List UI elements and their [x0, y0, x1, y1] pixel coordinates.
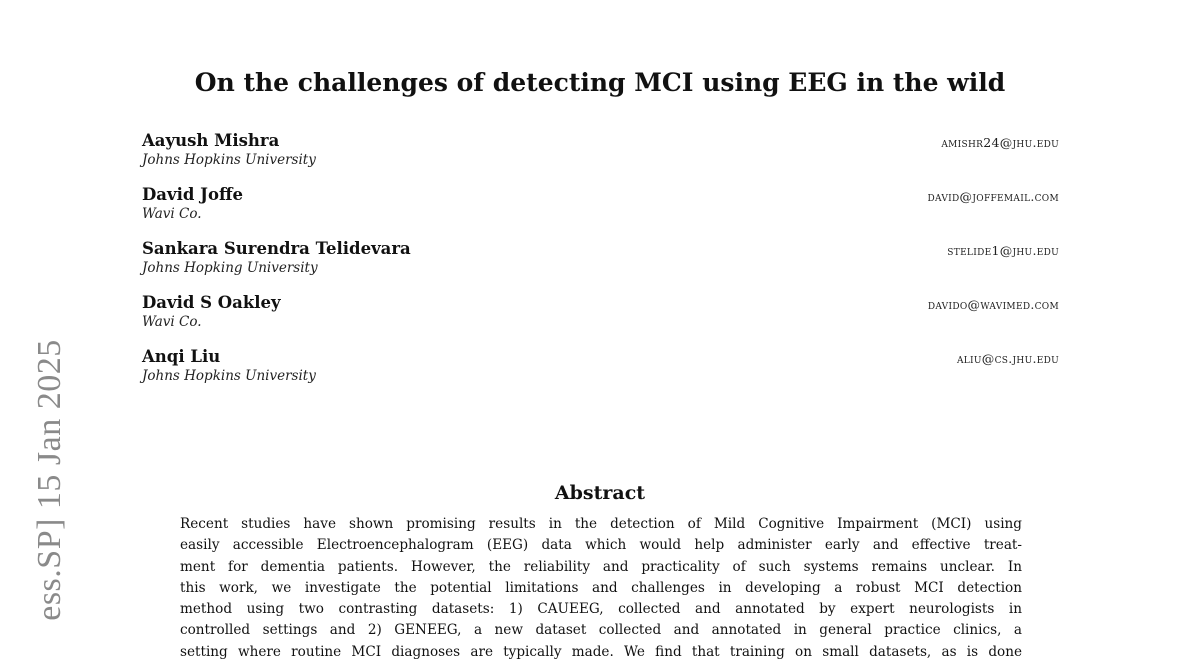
abstract-line: ment for dementia patients. However, the reliability and practicality of such systems remains unclear. In	[180, 558, 1022, 575]
arxiv-identifier-stamp: ess.SP] 15 Jan 2025	[31, 339, 68, 621]
author-entry	[142, 239, 1059, 293]
author-name: David Joffe	[142, 185, 243, 204]
author-name: Anqi Liu	[142, 347, 221, 366]
abstract-line: easily accessible Electroencephalogram (EEG) data which would help administer early and effective treat-	[180, 537, 1022, 554]
author-name: David S Oakley	[142, 293, 281, 312]
paper-title: On the challenges of detecting MCI using EEG in the wild	[194, 68, 1006, 97]
author-affiliation: Wavi Co.	[142, 314, 202, 330]
abstract-line: setting where routine MCI diagnoses are typically made. We find that training on small datasets, as is done	[180, 643, 1022, 660]
abstract-text	[180, 514, 1022, 660]
author-list	[142, 131, 1059, 401]
abstract-heading: Abstract	[554, 482, 646, 504]
abstract-line: controlled settings and 2) GENEEG, a new dataset collected and annotated in general practice clinics, a	[180, 622, 1022, 639]
author-entry	[142, 293, 1059, 347]
abstract-line: method using two contrasting datasets: 1) CAUEEG, collected and annotated by expert neurologists in	[180, 601, 1022, 618]
author-affiliation: Johns Hopking University	[142, 260, 318, 276]
author-affiliation: Johns Hopkins University	[142, 368, 316, 384]
author-email[interactable]: stelide1@jhu.edu	[947, 243, 1059, 258]
author-entry	[142, 131, 1059, 185]
author-entry	[142, 185, 1059, 239]
author-email[interactable]: davido@wavimed.com	[927, 297, 1059, 312]
author-name: Aayush Mishra	[142, 131, 280, 150]
abstract-line: Recent studies have shown promising results in the detection of Mild Cognitive Impairment (MCI) using	[180, 516, 1022, 532]
author-affiliation: Johns Hopkins University	[142, 152, 316, 168]
abstract-line: this work, we investigate the potential limitations and challenges in developing a robust MCI detection	[180, 579, 1022, 596]
author-email[interactable]: david@joffemail.com	[927, 189, 1059, 204]
author-email[interactable]: aliu@cs.jhu.edu	[956, 351, 1059, 366]
author-name: Sankara Surendra Telidevara	[142, 239, 411, 258]
author-entry	[142, 347, 1059, 401]
author-affiliation: Wavi Co.	[142, 206, 202, 222]
author-email[interactable]: amishr24@jhu.edu	[941, 135, 1059, 150]
